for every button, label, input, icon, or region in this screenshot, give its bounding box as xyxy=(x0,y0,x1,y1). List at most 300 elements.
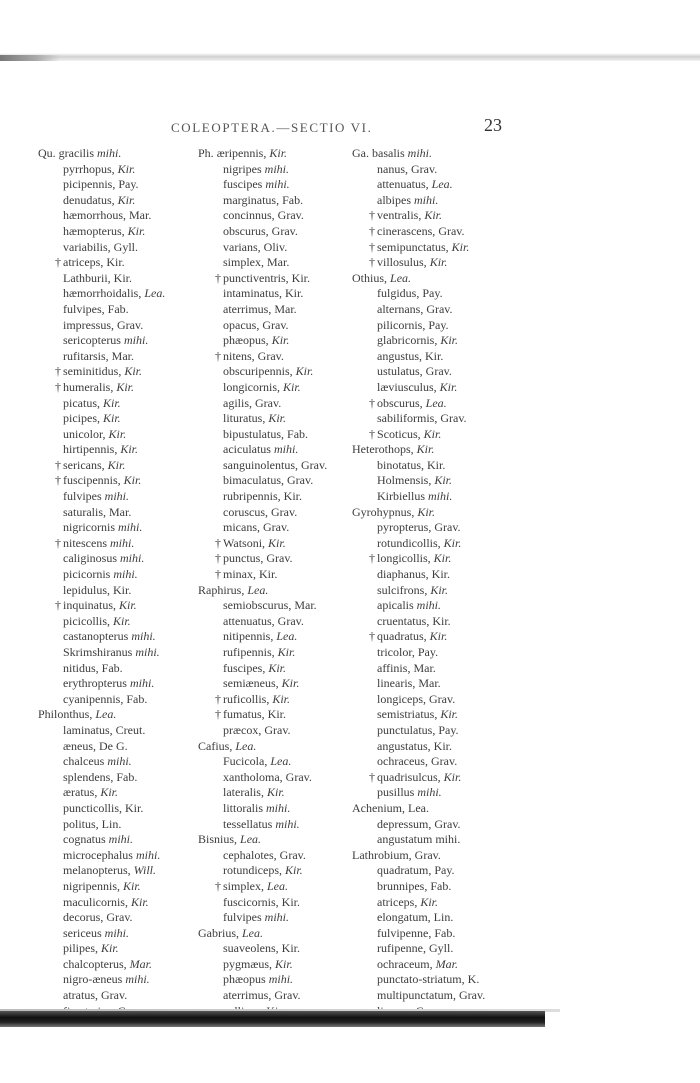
dagger-mark: † xyxy=(369,208,375,223)
authority: mihi. xyxy=(131,629,156,644)
species-entry xyxy=(198,629,356,645)
species-entry xyxy=(198,302,356,318)
authority: Kir. xyxy=(440,707,459,722)
species-name: unicolor, xyxy=(63,426,106,441)
species-name: cinerascens, xyxy=(377,223,436,238)
authority: Kir. xyxy=(103,411,121,426)
species-entry xyxy=(38,177,196,193)
species-name: fulvipes xyxy=(223,910,262,925)
species-name: rotundiceps, xyxy=(223,863,282,878)
species-name: picicornis xyxy=(63,567,111,582)
authority: Grav. xyxy=(426,301,453,316)
species-entry xyxy=(38,489,196,505)
species-entry xyxy=(352,583,512,599)
authority: Kir. xyxy=(424,208,443,223)
species-entry xyxy=(352,926,512,942)
authority: Kir. xyxy=(277,645,296,659)
species-name: cognatus xyxy=(63,832,106,847)
authority: Kir. xyxy=(281,676,300,691)
authority: Kir. xyxy=(101,941,119,956)
authority: Kir. xyxy=(108,426,127,441)
species-entry xyxy=(38,957,196,973)
species-name: xantholoma, xyxy=(223,769,283,784)
scan-edge-bottom xyxy=(0,1011,545,1027)
species-name: bimaculatus, xyxy=(223,473,284,488)
species-name: semiæneus, xyxy=(223,676,279,691)
species-name: hirtipennis, xyxy=(63,442,118,457)
species-name: bipustulatus, xyxy=(223,426,285,441)
species-name: picicollis, xyxy=(63,613,110,628)
authority: Kir. xyxy=(283,489,302,504)
authority: Kir. xyxy=(420,894,438,909)
authority: Kir. xyxy=(266,785,285,800)
species-name: caliginosus xyxy=(63,551,117,566)
species-entry xyxy=(198,333,356,349)
species-entry xyxy=(198,208,356,224)
species-name: angustatus, xyxy=(377,738,431,753)
species-name: marginatus, xyxy=(223,192,280,207)
species-entry xyxy=(198,879,356,895)
species-entry xyxy=(352,723,512,739)
species-entry xyxy=(38,536,196,552)
species-entry xyxy=(38,926,196,942)
authority: Kir. xyxy=(268,535,286,550)
species-entry xyxy=(352,754,512,770)
species-name: longiceps, xyxy=(377,691,426,706)
authority: Grav. xyxy=(262,317,289,332)
species-name: linearis, xyxy=(377,676,416,691)
species-name: nigro-æneus xyxy=(63,972,123,987)
species-name: ochraceum, xyxy=(377,956,433,971)
species-name: pusillus xyxy=(377,785,415,800)
species-entry xyxy=(352,396,512,412)
species-name: elongatum, xyxy=(377,910,431,925)
authority: Kir. xyxy=(269,146,288,160)
authority: mihi. xyxy=(266,800,291,815)
authority: K. xyxy=(467,972,480,987)
authority: Kir. xyxy=(116,379,135,394)
species-name: gracilis xyxy=(58,146,94,160)
species-entry xyxy=(352,863,512,879)
dagger-mark: † xyxy=(369,551,375,566)
species-entry xyxy=(38,723,196,739)
authority: Grav. xyxy=(301,457,328,472)
species-name: Watsoni, xyxy=(223,535,266,550)
species-name: Fucicola, xyxy=(223,754,268,769)
species-entry xyxy=(38,286,196,302)
species-entry xyxy=(198,224,356,240)
species-name: semiobscurus, xyxy=(223,598,292,613)
species-entry xyxy=(352,832,512,848)
species-name: pilicornis, xyxy=(377,317,426,332)
authority: mihi. xyxy=(97,146,122,160)
authority: Lea. xyxy=(390,270,412,285)
species-name: hæmorrhoidalis, xyxy=(63,286,142,301)
species-entry xyxy=(198,380,356,396)
species-name: tessellatus xyxy=(223,816,273,831)
species-entry xyxy=(198,458,356,474)
authority: Grav. xyxy=(414,847,441,862)
species-name: humeralis, xyxy=(63,379,114,394)
species-entry xyxy=(198,567,356,583)
authority: Creut. xyxy=(115,722,146,737)
species-entry xyxy=(352,645,512,661)
species-entry xyxy=(38,240,196,256)
species-entry xyxy=(352,614,512,630)
authority: mihi. xyxy=(407,146,433,160)
authority: Mar. xyxy=(274,301,297,316)
species-entry xyxy=(38,988,196,1004)
genus-heading xyxy=(352,848,512,864)
species-entry xyxy=(38,661,196,677)
species-entry xyxy=(352,941,512,957)
species-name: cruentatus, xyxy=(377,613,430,628)
species-name: hæmorrhous, xyxy=(63,208,126,223)
authority: Kir. xyxy=(113,582,132,597)
authority: Kir. xyxy=(433,551,452,566)
species-name: Lathburii, xyxy=(63,270,111,285)
species-entry xyxy=(38,770,196,786)
authority: De G. xyxy=(99,738,128,753)
authority: Kir. xyxy=(281,894,300,909)
species-name: fuscipennis, xyxy=(63,473,121,488)
authority: mihi. xyxy=(416,598,441,613)
species-name: nigripennis, xyxy=(63,878,120,893)
authority: Gyll. xyxy=(428,941,454,956)
species-name: alternans, xyxy=(377,301,424,316)
authority: Kir. xyxy=(113,613,131,628)
authority: Grav. xyxy=(286,473,314,488)
dagger-mark: † xyxy=(55,457,61,472)
authority: Grav. xyxy=(277,208,304,223)
species-entry xyxy=(38,801,196,817)
authority: mihi. xyxy=(275,816,300,831)
species-entry xyxy=(198,364,356,380)
species-name: diaphanus, xyxy=(377,567,429,582)
species-entry xyxy=(38,396,196,412)
species-name: pyropterus, xyxy=(377,520,432,535)
authority: Mar. xyxy=(111,348,134,363)
species-entry xyxy=(38,676,196,692)
species-entry xyxy=(198,863,356,879)
authority: Pay. xyxy=(438,722,459,737)
species-entry xyxy=(198,941,356,957)
authority: Kir. xyxy=(425,348,444,363)
species-entry xyxy=(352,520,512,536)
authority: Kir. xyxy=(429,255,448,270)
species-name: nitens, xyxy=(223,348,255,363)
authority: Pay. xyxy=(118,177,139,192)
authority: mihi. xyxy=(129,676,155,691)
species-entry xyxy=(198,848,356,864)
authority: Kir. xyxy=(430,582,449,597)
authority: Kir. xyxy=(423,426,442,441)
genus-name: Bisnius, xyxy=(198,832,238,847)
species-name: glabricornis, xyxy=(377,333,438,348)
species-entry xyxy=(352,286,512,302)
authority: Kir. xyxy=(285,863,303,878)
species-entry xyxy=(352,629,512,645)
species-name: nitipennis, xyxy=(223,629,274,644)
authority: Mar. xyxy=(418,676,441,691)
species-name: semistriatus, xyxy=(377,707,438,722)
species-name: puncticollis, xyxy=(63,800,122,815)
authority: Grav. xyxy=(255,395,282,410)
species-name: cephalotes, xyxy=(223,847,277,862)
species-name: rubripennis, xyxy=(223,489,281,504)
authority: Kir. xyxy=(440,333,459,348)
authority: Kir. xyxy=(119,598,137,613)
authority: Kir. xyxy=(443,769,462,784)
authority: Kir. xyxy=(429,629,448,644)
authority: mihi. xyxy=(135,645,160,659)
authority: Kir. xyxy=(283,379,301,394)
species-name: angustus, xyxy=(377,348,422,363)
authority: Fab. xyxy=(126,691,148,706)
authority: mihi. xyxy=(125,972,150,987)
authority: Grav. xyxy=(277,613,304,628)
species-name: rotundicollis, xyxy=(377,535,441,550)
authority: Grav. xyxy=(425,364,452,379)
authority: mihi. xyxy=(428,489,453,504)
authority: Pay. xyxy=(428,317,449,332)
genus-heading xyxy=(198,926,356,942)
authority: Will. xyxy=(133,863,156,878)
species-entry xyxy=(198,255,356,271)
authority: Grav. xyxy=(257,348,284,363)
genus-name: Heterothops, xyxy=(352,442,414,457)
authority: Kir. xyxy=(117,192,136,207)
species-name: impressus, xyxy=(63,317,114,332)
authority: Grav. xyxy=(430,754,458,769)
species-name: aterrimus, xyxy=(223,301,272,316)
authority: Fab. xyxy=(101,660,123,675)
genus-name: Philonthus, xyxy=(38,707,93,722)
genus-name: Othius, xyxy=(352,270,388,285)
authority: Grav. xyxy=(266,551,293,566)
dagger-mark: † xyxy=(215,878,221,893)
species-entry xyxy=(198,817,356,833)
authority: Kir. xyxy=(431,567,450,582)
species-entry xyxy=(352,411,512,427)
genus-heading xyxy=(198,739,356,755)
authority: Fab. xyxy=(282,192,304,207)
species-name: attenuatus, xyxy=(223,613,275,628)
authority: mihi. xyxy=(264,910,290,925)
species-name: sabiliformis, xyxy=(377,411,438,426)
species-entry xyxy=(198,972,356,988)
species-entry xyxy=(352,427,512,443)
species-name: longicollis, xyxy=(377,551,431,566)
species-entry xyxy=(198,910,356,926)
species-entry xyxy=(38,349,196,365)
species-name: æripennis, xyxy=(216,146,267,160)
species-name: rufitarsis, xyxy=(63,348,109,363)
species-entry xyxy=(352,692,512,708)
authority: mihi. xyxy=(104,925,129,940)
authority: Kir. xyxy=(125,800,144,815)
authority: mihi. xyxy=(120,551,145,566)
species-entry xyxy=(352,957,512,973)
species-entry xyxy=(352,567,512,583)
dagger-mark: † xyxy=(55,598,61,613)
species-name: hæmopterus, xyxy=(63,223,125,238)
species-entry xyxy=(352,380,512,396)
authority: Lea. xyxy=(276,629,298,644)
authority: Kir. xyxy=(417,504,436,519)
authority: Kir. xyxy=(127,223,146,238)
species-entry xyxy=(38,193,196,209)
authority: Mar. xyxy=(413,660,436,675)
species-name: simplex, xyxy=(223,878,264,893)
species-name: aterrimus, xyxy=(223,988,272,1003)
authority: Oliv. xyxy=(263,239,288,254)
species-name: quadratus, xyxy=(377,629,427,644)
species-name: fulgidus, xyxy=(377,286,420,301)
dagger-mark: † xyxy=(215,535,221,550)
column-2 xyxy=(198,146,356,1019)
column-3 xyxy=(352,146,512,1019)
species-entry xyxy=(38,551,196,567)
species-name: angustatum xyxy=(377,832,433,847)
species-entry xyxy=(38,271,196,287)
authority: Grav. xyxy=(117,317,144,332)
authority: Kir. xyxy=(285,286,304,301)
species-entry xyxy=(198,614,356,630)
authority: Kir. xyxy=(432,613,451,628)
species-entry xyxy=(198,489,356,505)
species-entry xyxy=(198,146,356,162)
species-name: castanopterus xyxy=(63,629,129,644)
species-name: æratus, xyxy=(63,785,98,800)
species-entry xyxy=(38,427,196,443)
genus-name: Cafius, xyxy=(198,738,233,753)
species-name: melanopterus, xyxy=(63,863,131,878)
dagger-mark: † xyxy=(215,707,221,722)
species-name: fuscipes xyxy=(223,177,263,192)
species-name: sericopterus xyxy=(63,333,121,348)
authority: Grav. xyxy=(434,520,461,535)
species-name: microcephalus xyxy=(63,847,133,862)
species-name: pyrrhopus, xyxy=(63,161,115,176)
authority: Kir. xyxy=(281,941,300,956)
species-entry xyxy=(352,364,512,380)
species-name: varians, xyxy=(223,239,261,254)
authority: Lea. xyxy=(431,177,453,192)
authority: Mar. xyxy=(294,598,317,613)
species-name: seminitidus, xyxy=(63,364,122,379)
species-entry xyxy=(352,707,512,723)
authority: Grav. xyxy=(101,988,128,1003)
authority: mihi. xyxy=(264,161,290,176)
authority: Mar. xyxy=(267,255,290,270)
authority: mihi. xyxy=(108,832,133,847)
authority: Kir. xyxy=(416,442,435,457)
species-name: minax, xyxy=(223,567,256,582)
authority: Mar. xyxy=(129,956,152,971)
species-entry xyxy=(198,770,356,786)
authority: mihi. xyxy=(435,832,461,847)
species-name: picipes, xyxy=(63,411,100,426)
species-entry xyxy=(352,770,512,786)
genus-abbrev: Ga. xyxy=(352,146,369,160)
authority: Lea. xyxy=(270,754,292,769)
species-entry xyxy=(352,318,512,334)
species-name: Scoticus, xyxy=(377,426,421,441)
species-entry xyxy=(38,895,196,911)
authority: Kir. xyxy=(130,894,149,909)
species-name: politus, xyxy=(63,816,99,831)
authority: Fab. xyxy=(434,925,456,940)
species-entry xyxy=(198,177,356,193)
species-entry xyxy=(198,505,356,521)
species-entry xyxy=(198,193,356,209)
species-name: lituratus, xyxy=(223,411,266,426)
species-entry xyxy=(38,972,196,988)
species-entry xyxy=(198,692,356,708)
authority: Grav. xyxy=(274,988,301,1003)
species-entry xyxy=(38,458,196,474)
genus-name: Achenium, xyxy=(352,800,405,815)
species-name: chalcopterus, xyxy=(63,956,127,971)
species-name: nigripes xyxy=(223,161,262,176)
species-entry xyxy=(38,224,196,240)
authority: mihi. xyxy=(135,847,161,862)
dagger-mark: † xyxy=(369,426,375,441)
authority: Grav. xyxy=(271,504,298,519)
species-name: sericans, xyxy=(63,457,105,472)
authority: Kir. xyxy=(106,255,125,270)
species-entry xyxy=(38,442,196,458)
authority: Lea. xyxy=(242,925,263,940)
authority: Kir. xyxy=(427,457,446,472)
genus-name: Raphirus, xyxy=(198,582,245,597)
authority: Lin. xyxy=(101,816,122,831)
species-entry xyxy=(38,817,196,833)
species-entry xyxy=(38,411,196,427)
species-name: Holmensis, xyxy=(377,473,432,488)
species-entry xyxy=(352,177,512,193)
species-entry xyxy=(198,396,356,412)
authority: Kir. xyxy=(268,660,287,675)
authority: Grav. xyxy=(285,769,312,784)
species-entry xyxy=(198,473,356,489)
authority: Lea. xyxy=(240,832,262,847)
species-entry xyxy=(352,988,512,1004)
species-name: punctato-striatum, xyxy=(377,972,465,987)
species-name: multipunctatum, xyxy=(377,988,456,1003)
species-entry xyxy=(198,286,356,302)
authority: Lin. xyxy=(433,910,454,925)
authority: Kir. xyxy=(272,691,291,706)
authority: Kir. xyxy=(291,270,310,285)
authority: Kir. xyxy=(451,239,470,254)
species-name: nanus, xyxy=(377,161,408,176)
authority: Kir. xyxy=(123,878,141,893)
species-entry xyxy=(38,739,196,755)
species-name: sericeus xyxy=(63,925,102,940)
species-entry xyxy=(352,240,512,256)
species-entry xyxy=(352,910,512,926)
species-entry xyxy=(352,208,512,224)
authority: mihi. xyxy=(104,489,130,504)
species-name: punctus, xyxy=(223,551,264,566)
species-entry xyxy=(38,848,196,864)
species-entry xyxy=(38,941,196,957)
species-entry xyxy=(198,162,356,178)
species-name: nitidus, xyxy=(63,660,99,675)
species-name: lepidulus, xyxy=(63,582,110,597)
